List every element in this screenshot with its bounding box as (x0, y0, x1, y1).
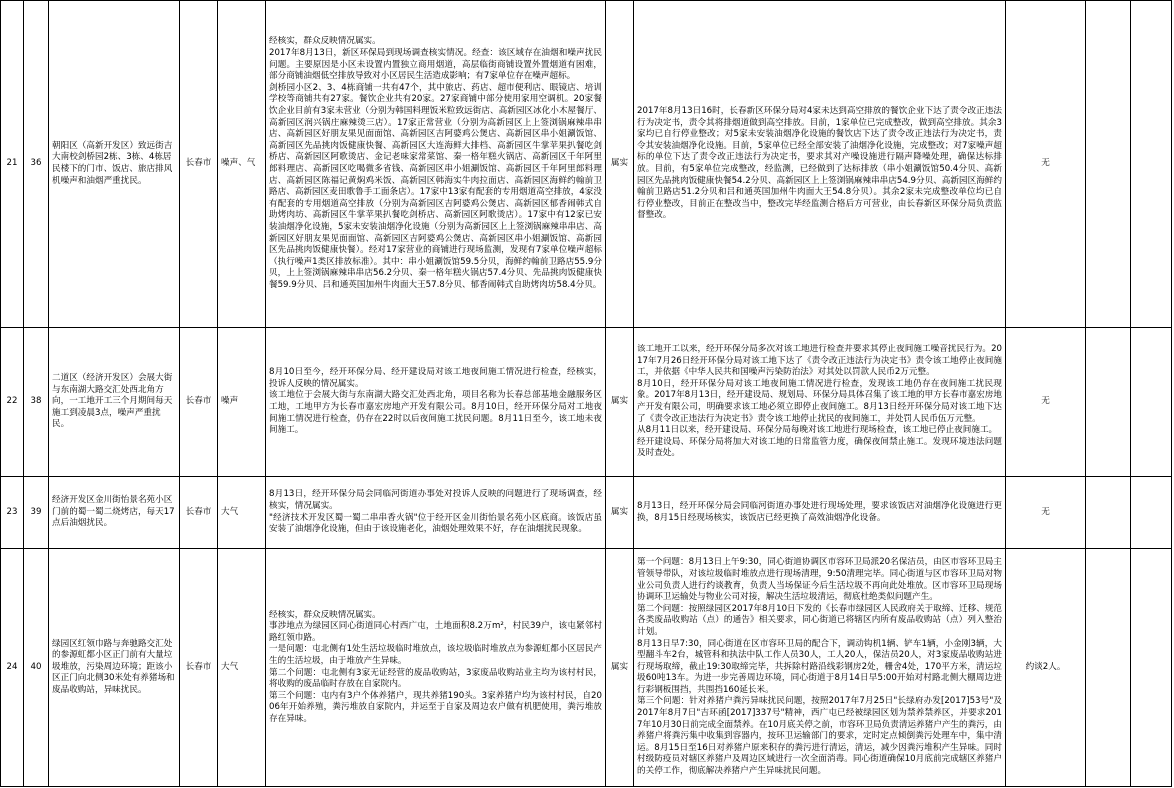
row-sequence: 23 (1, 477, 24, 549)
verification-text: 8月13日，经开环保分局会同临河街道办事处对投诉人反映的问题进行了现场调查，经核实，情况属实。 "经济技术开发区蜀一蜀二串串香火锅"位于经开区金川街怡景名苑小区底商。该饭店虽安装了油烟净化设施，但由于该设施老化，油烟处理效果不好，存在油烟扰民现象。 (269, 489, 602, 535)
city: 长春市 (180, 477, 218, 549)
city: 长春市 (180, 1, 218, 328)
verification-cell (266, 1, 606, 328)
complaint-number: 38 (24, 328, 49, 477)
complaint-location: 绿园区红领巾路与奔驰路交汇处的参源虹都小区正门前有大量垃圾堆放，污染周边环境；距该小区正门向北侧30米处有养猪场和废品收购站，异味扰民。 (49, 549, 180, 787)
empty-cell (1131, 477, 1172, 549)
table-row (1, 1, 1172, 328)
complaint-number: 36 (24, 1, 49, 328)
complaint-number: 39 (24, 477, 49, 549)
verification-cell (266, 328, 606, 477)
accountability: 无 (1006, 1, 1086, 328)
row-sequence: 21 (1, 1, 24, 328)
table-row (1, 328, 1172, 477)
handling-text: 第一个问题：8月13日上午9:30，同心街道协调区市容环卫局派20名保洁员，由区市容环卫局主管领导带队，对该垃圾临时堆放点进行现场清理，9:50清理完毕。同心街道与区市容环卫局对物业公司负责人进行约谈教育，负责人当场保证今后生活垃圾不再向此处堆放。区市容环卫局现场协调环卫运输处与物业公司对接，解决生活垃圾清运，彻底杜绝类似问题产生。 第二个问题：按照绿园区2017年8月10日下发的《长春市绿园区人民政府关于取缔、迁移、规范各类废品收购站（点）的通告》相关要求，同心街道已将辖区内所有废品收购站（点）列入整治计划。 8月13日早7:30，同心街道在区市容环卫局的配合下，调动钩机1辆、铲车1辆，小金刚3辆，大型翻斗车2台，城管科和执法中队工作人员30人，工人20人，保洁员20人，对3家废品收购站进行现场取缔，截止19:30取缔完毕，共拆除村路沿线彩钢房2处，栅舍4处，170平方米，清运垃圾60吨13车。为进一步完善周边环境，同心街道于8月14日早5:00开始对村路北侧大棚周边进行彩钢板围挡，共围挡160延长米。 第三个问题：针对养猪户粪污异味扰民问题，按照2017年7月25日"长绿府办发[2017]53号"及2017年8月7日"吉环函[2017]337号"精神，西广屯已经被绿园区划为禁养禁养区，并要求2017年10月30日前完成全面禁养。在10月底关停之前，市容环卫局负责清运养猪户产生的粪污，由养猪户将粪污集中收集到容器内，按环卫运输部门的要求，定时定点倾倒粪污处理车中，集中清运。8月15日至16日对养猪户原来积存的粪污进行清运，清运，减少因粪污堆积产生异味。同时村级防疫员对辖区养猪户及周边区域进行一次全面消毒。同心街道确保10月底前完成辖区养猪户的关停工作，彻底解决养猪户产生异味扰民问题。 (637, 557, 1002, 777)
row-sequence: 24 (1, 549, 24, 787)
accountability: 无 (1006, 477, 1086, 549)
city: 长春市 (180, 549, 218, 787)
complaint-location: 二道区（经济开发区）会展大街与东南湖大路交汇处西北角方向，一工地开工三个月期间每天施工到凌晨3点，噪声严重扰民。 (49, 328, 180, 477)
verification-text: 经核实，群众反映情况属实。 2017年8月13日，新区环保局到现场调查核实情况。经查：该区域存在油烟和噪声扰民问题。主要原因是小区未设置内置独立商用烟道，高层临街商铺设置外置烟道有困难，部分商铺油烟低空排放导致对小区居民生活造成影响；有7家单位存在噪声超标。 剑桥园小区2、3、4栋商铺一共有47个，其中旅店、药店、超市便利店、眼镜店、培训学校等商铺共有27家。餐饮企业共有20家。27家商铺中部分使用家用空调机。20家餐饮企业目前有3家未营业（分别为韩国料理饭米粒致远街店、高新园区冰化小木屋餐厅、高新园区润兴锅庄麻辣烫三店）。17家正常营业（分别为高新园区上上签浏锅麻辣串串店、高新园区好朋友果见面面馆、高新园区吉阿婆鸡公煲店、高新园区串小姐涮饭馆、高新园区先品挑肉饭健康快餐、高新园区大连海鲜大排档、高新园区牛掌苹果扒餐吃剑桥店、高新园区阿歌烫店、金记老味家常菜馆、秦一格年糕火锅店、高新园区千年阿里郎料理店、高新园区吃喝微多省钱、高新园区串小姐涮饭馆、高新园区千年阿里郎料理店、高新园区陈福记黄焖鸡米饭、高新园区韩海实牛肉拉面店、高新园区海鲜约翰前卫路店、高新园区麦田歌鲁手工面条店）。17家中13家有配套的专用烟道高空排放，4家没有配套的专用烟道高空排放（分别为高新园区吉阿婆鸡公煲店、高新园区郁香闹韩式自助烤肉坊、高新园区牛掌苹果扒餐吃剑桥店、高新园区阿歌烫店）。17家中有12家已安装油烟净化设施，5家未安装油烟净化设施（分别为高新园区上上签浏锅麻辣串串店、高新园区好朋友果见面面馆、高新园区吉阿婆鸡公煲店、高新园区串小姐涮饭馆、高新园区先品挑肉饭健康快餐）。经对17家营业的商铺进行现场监测，发现有7家单位噪声超标（执行噪声1类区排放标准）。其中：串小姐涮饭馆59.5分贝，海鲜约翰前卫路店55.9分贝，上上签浏锅麻辣串串店56.2分贝、秦一格年糕火锅店57.4分贝、先品挑肉饭健康快餐59.9分贝、吕和通英国加州牛肉面大王57.8分贝、郁香闹韩式自助烤肉坊58.4分贝。 (269, 36, 602, 290)
pollution-type: 噪声、气 (218, 1, 266, 328)
handling-cell (634, 477, 1006, 549)
handling-text: 该工地开工以来，经开环保分局多次对该工地进行检查并要求其停止夜间施工噪音扰民行为。2017年7月26日经开环保分局对该工地下达了《责令改正违法行为决定书》责令该工地停止夜间施工，并依据《中华人民共和国噪声污染防治法》对其处以罚款人民币2万元整。 8月10日，经开环保分局对该工地夜间施工情况进行检查，发现该工地仍存在夜间施工扰民现象。2017年8月13日，经开建设局、规划局、环保分局具体召集了该工地的甲方长春市嘉宏房地产开发有限公司，明确要求该工地必须立即停止夜间施工。8月13日经开环保分局对该工地下达了《责令改正违法行为决定书》责令该工地停止扰民的夜间施工，并处罚人民币伍万元整。 从8月11日以来，经开建设局、环保分局每晚对该工地进行现场检查，该工地已停止夜间施工。 经开建设局、环保分局将加大对该工地的日常监管力度，确保夜间禁止施工。发现环境违法问题及时查处。 (637, 344, 1002, 459)
table-row (1, 477, 1172, 549)
pollution-type: 大气 (218, 477, 266, 549)
city: 长春市 (180, 328, 218, 477)
accountability: 约谈2人。 (1006, 549, 1086, 787)
truth-status: 属实 (606, 549, 634, 787)
accountability: 无 (1006, 328, 1086, 477)
empty-cell (1086, 328, 1131, 477)
truth-status: 属实 (606, 1, 634, 328)
empty-cell (1086, 477, 1131, 549)
row-sequence: 22 (1, 328, 24, 477)
empty-cell (1086, 549, 1131, 787)
verification-text: 8月10日至今，经开环保分局、经开建设局对该工地夜间施工情况进行检查，经核实，投诉人反映的情况属实。 该工地位于会展大街与东南湖大路交汇处西北角，项目名称为长春总部基地金融服务区工地，工地甲方为长春市嘉宏房地产开发有限公司。8月10日，经开环保分局对工地夜间施工情况进行检查，仍存在22时以后夜间施工扰民问题。8月11日至今，该工地未夜间施工。 (269, 367, 602, 436)
empty-cell (1131, 328, 1172, 477)
truth-status: 属实 (606, 477, 634, 549)
pollution-type: 噪声 (218, 328, 266, 477)
pollution-type: 大气 (218, 549, 266, 787)
complaint-location: 朝阳区（高新开发区）致远街吉大南校剑桥园2栋、3栋、4栋居民楼下的门市、饭店、旅店排风机噪声和油烟严重扰民。 (49, 1, 180, 328)
complaint-location: 经济开发区金川街怡景名苑小区门前的蜀一蜀二烧烤店，每天17点后油烟扰民。 (49, 477, 180, 549)
verification-cell (266, 549, 606, 787)
verification-cell (266, 477, 606, 549)
handling-cell (634, 328, 1006, 477)
verification-text: 经核实，群众反映情况属实。 事涉地点为绿园区同心街道同心村西广屯，土地面积8.2万m²，村民39户，该屯紧邻村路红领巾路。 一是问题：屯北侧有1处生活垃圾临时堆放点，该垃圾临时堆放点为参源虹都小区居民产生的生活垃圾，由于堆放产生异味。 第二个问题：屯北侧有3家无证经营的废品收购站，3家废品收购站业主均为该村村民，将收购的废品临时存放在自家院内。 第三个问题：屯内有3户个体养猪户，现共养猪190头。3家养猪户均为该村村民，自2006年开始养殖，粪污堆放自家院内，并运至于自家及周边农户做有机肥使用，粪污堆放存在异味。 (269, 609, 602, 724)
handling-text: 2017年8月13日16时，长春新区环保分局对4家未达到高空排放的餐饮企业下达了责令改正违法行为决定书，责令其将排烟道做到高空排放。目前，1家单位已完成整改，做到高空排放。其余3家均已自行停业整改；对5家未安装油烟净化设施的餐饮店下达了责令改正违法行为决定书，责令其安装油烟净化设施。目前，5家单位已经全部安装了油烟净化设施，完成整改；对7家噪声超标的单位下达了责令改正违法行为决定书，要求其对产噪设施进行隔声降噪处理，确保达标排放。目前，有5家单位完成整改，经监测，已经做到了达标排放（串小姐涮饭馆50.4分贝、高新园区先品挑肉饭健康快餐54.2分贝、高新园区上上签浏锅麻辣串串店54.9分贝、高新园区海鲜约翰前卫路店51.2分贝和吕和通英国加州牛肉面大王54.8分贝）。其余2家未完成整改单位均已自行停业整改，目前正在整改当中，整改完毕经监测合格后方可营业，由长春新区环保分局负责监督整改。 (637, 106, 1002, 221)
table-row (1, 549, 1172, 787)
truth-status: 属实 (606, 328, 634, 477)
empty-cell (1131, 549, 1172, 787)
handling-cell (634, 549, 1006, 787)
empty-cell (1131, 1, 1172, 328)
handling-text: 8月13日，经开环保分局会同临河街道办事处进行现场处理，要求该饭店对油烟净化设施进行更换，8月15日经现场核实，该饭店已经更换了高效油烟净化设备。 (637, 500, 1002, 523)
complaint-number: 40 (24, 549, 49, 787)
handling-cell (634, 1, 1006, 328)
empty-cell (1086, 1, 1131, 328)
